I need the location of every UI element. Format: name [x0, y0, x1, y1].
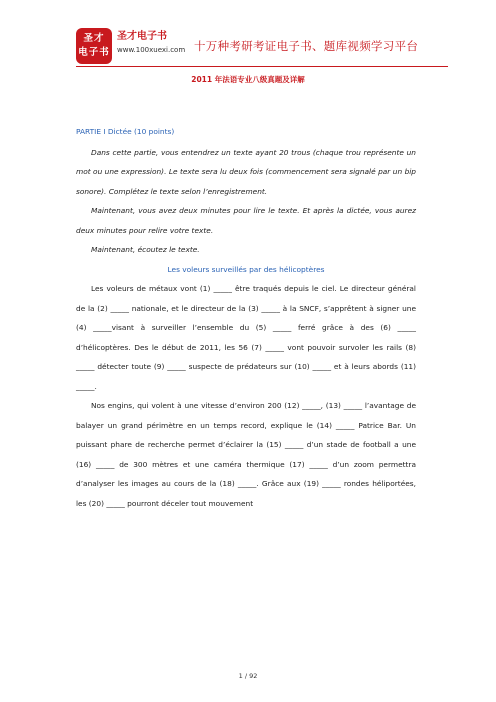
brand-name: 圣才电子书	[117, 31, 167, 42]
dictation-paragraph: Les voleurs de métaux vont (1) _____ être traqués depuis le ciel. Le directeur général de la (2) _____ nationale, et le directeur de la (3) _____ à la SNCF, s’apprêtent à signer une (4) _____visant à surveiller l’ensemble du (5) _____ ferré grâce à des (6) _____ d’hélicoptères. Des le début de 2011, les 56 (7) _____ vont pouvoir survoler les rails (8) _____ détecter toute (9) _____ suspecte de prédateurs sur (10) _____ et à leurs abords (11) _____.	[76, 284, 416, 391]
document-body	[76, 122, 416, 513]
brand-block	[117, 30, 185, 56]
text-title: Les voleurs surveillés par des hélicoptères	[167, 264, 325, 274]
page-number: 1 / 92	[238, 672, 258, 680]
brand-logo	[76, 28, 112, 64]
instruction-paragraph: Dans cette partie, vous entendrez un texte ayant 20 trous (chaque trou représente un mot ou une expression). Le texte sera lu deux fois (commencement sera signalé par un bip sonore). Complétez le texte selon l’enregistrement.	[76, 147, 416, 196]
page-header	[76, 28, 448, 68]
logo-text-bottom: 电子书	[78, 47, 110, 58]
header-divider	[76, 66, 448, 67]
instruction-paragraph: Maintenant, écoutez le texte.	[91, 245, 200, 254]
instruction-paragraph: Maintenant, vous avez deux minutes pour lire le texte. Et après la dictée, vous aurez deux minutes pour relire votre texte.	[76, 206, 416, 235]
part-heading: PARTIE Ⅰ Dictée (10 points)	[76, 127, 175, 136]
brand-url[interactable]: www.100xuexi.com	[117, 46, 186, 54]
dictation-paragraph: Nos engins, qui volent à une vitesse d’environ 200 (12) _____, (13) _____ l’avantage de balayer un grand périmètre en un temps record, explique le (14) _____ Patrice Bar. Un puissant phare de recherche permet d’éclairer la (15) _____ d’un stade de football a une (16) _____ de 300 mètres et une caméra thermique (17) _____ d’un zoom permettra d’analyser les images au cours de la (18) _____. Grâce aux (19) _____ rondes héliportées, les (20) _____ pourront déceler tout mouvement	[76, 401, 416, 508]
header-slogan: 十万种考研考证电子书、题库视频学习平台	[194, 39, 419, 53]
document-title: 2011 年法语专业八级真题及详解	[191, 75, 305, 84]
logo-text-top: 圣才	[83, 33, 105, 44]
